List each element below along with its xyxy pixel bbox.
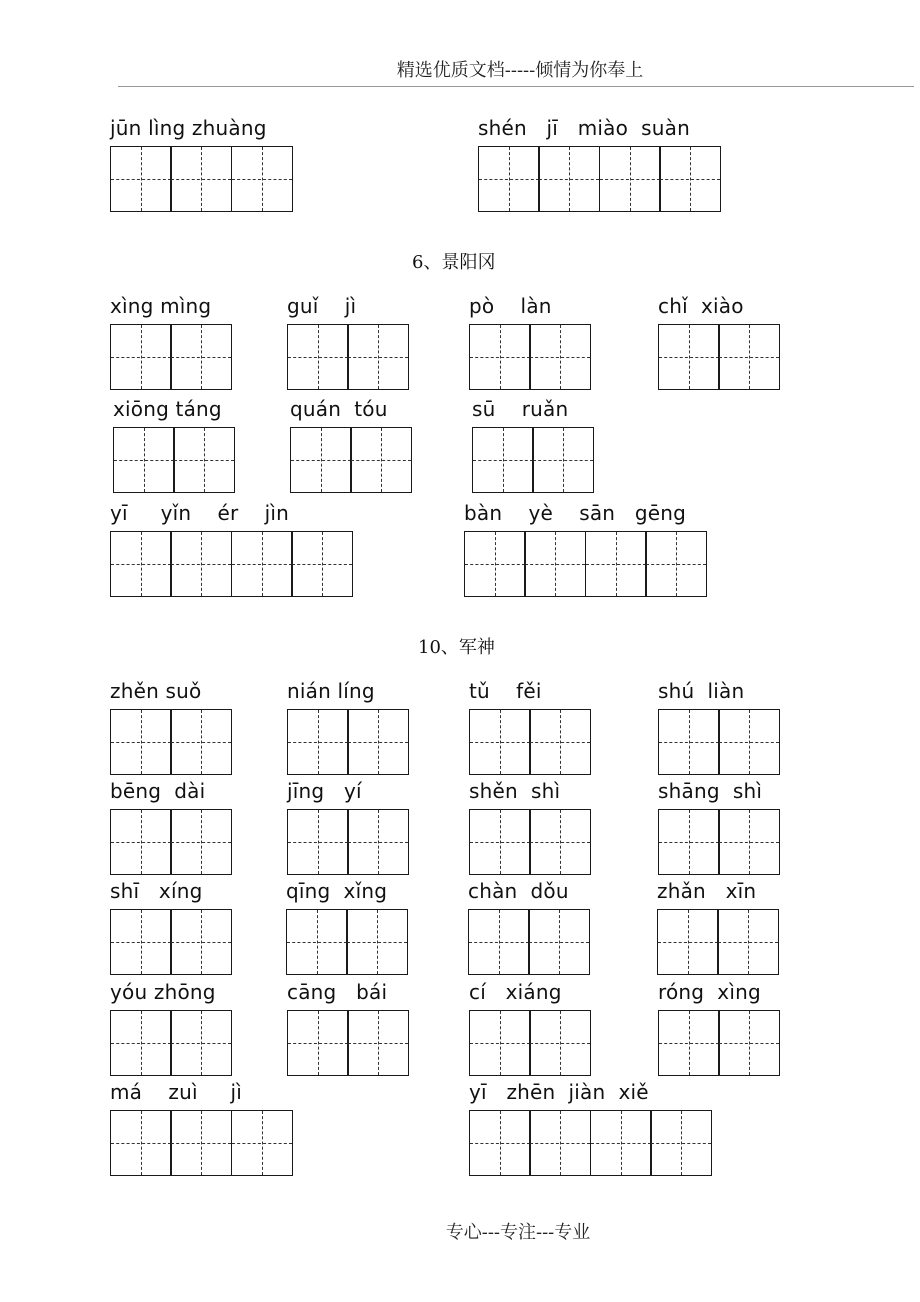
tianzige-row: [658, 709, 779, 775]
tianzige-row: [658, 324, 779, 390]
tianzige-box[interactable]: [658, 324, 720, 390]
tianzige-row: [657, 909, 778, 975]
tianzige-box[interactable]: [529, 809, 591, 875]
pinyin-label: xìng mìng: [110, 294, 212, 318]
pinyin-label: shī xíng: [110, 879, 203, 903]
tianzige-box[interactable]: [529, 1010, 591, 1076]
tianzige-row: [464, 531, 706, 597]
pinyin-label: cāng bái: [287, 980, 388, 1004]
tianzige-row: [469, 1010, 590, 1076]
pinyin-label: shāng shì: [658, 779, 763, 803]
tianzige-box[interactable]: [110, 1110, 172, 1176]
pinyin-label: tǔ fěi: [469, 679, 542, 703]
tianzige-box[interactable]: [469, 709, 531, 775]
tianzige-row: [110, 809, 231, 875]
tianzige-box[interactable]: [286, 909, 348, 975]
tianzige-box[interactable]: [110, 709, 172, 775]
tianzige-box[interactable]: [110, 531, 172, 597]
tianzige-box[interactable]: [590, 1110, 652, 1176]
tianzige-row: [469, 1110, 711, 1176]
tianzige-row: [110, 531, 352, 597]
tianzige-row: [472, 427, 593, 493]
tianzige-box[interactable]: [529, 324, 591, 390]
tianzige-box[interactable]: [585, 531, 647, 597]
tianzige-box[interactable]: [599, 146, 661, 212]
tianzige-box[interactable]: [170, 709, 232, 775]
tianzige-box[interactable]: [717, 909, 779, 975]
tianzige-row: [113, 427, 234, 493]
pinyin-label: shěn shì: [469, 779, 561, 803]
tianzige-box[interactable]: [287, 324, 349, 390]
pinyin-label: yī yǐn ér jìn: [110, 501, 290, 525]
pinyin-label: yóu zhōng: [110, 980, 216, 1004]
tianzige-row: [658, 1010, 779, 1076]
tianzige-box[interactable]: [347, 809, 409, 875]
tianzige-box[interactable]: [532, 427, 594, 493]
tianzige-row: [286, 909, 407, 975]
section-title-jingyanggang: 6、景阳冈: [412, 252, 496, 273]
tianzige-box[interactable]: [468, 909, 530, 975]
tianzige-row: [110, 1010, 231, 1076]
tianzige-row: [468, 909, 589, 975]
tianzige-box[interactable]: [469, 1110, 531, 1176]
tianzige-box[interactable]: [170, 146, 232, 212]
pinyin-label: má zuì jì: [110, 1080, 242, 1104]
pinyin-label: shén jī miào suàn: [478, 116, 691, 140]
tianzige-box[interactable]: [170, 1010, 232, 1076]
tianzige-box[interactable]: [170, 531, 232, 597]
tianzige-row: [110, 909, 231, 975]
tianzige-box[interactable]: [290, 427, 352, 493]
tianzige-row: [478, 146, 720, 212]
tianzige-box[interactable]: [287, 809, 349, 875]
tianzige-box[interactable]: [657, 909, 719, 975]
tianzige-row: [290, 427, 411, 493]
page-header: 精选优质文档-----倾情为你奉上: [396, 60, 644, 81]
tianzige-box[interactable]: [170, 324, 232, 390]
tianzige-box[interactable]: [538, 146, 600, 212]
section-title-junshen: 10、军神: [418, 637, 495, 658]
tianzige-box[interactable]: [113, 427, 175, 493]
tianzige-box[interactable]: [659, 146, 721, 212]
tianzige-box[interactable]: [658, 809, 720, 875]
tianzige-row: [110, 146, 291, 212]
pinyin-label: bēng dài: [110, 779, 206, 803]
tianzige-box[interactable]: [718, 809, 780, 875]
pinyin-label: chàn dǒu: [468, 879, 569, 903]
tianzige-box[interactable]: [231, 531, 293, 597]
tianzige-row: [469, 809, 590, 875]
pinyin-label: jūn lìng zhuàng: [110, 116, 267, 140]
header-divider: [118, 86, 914, 87]
tianzige-row: [287, 809, 408, 875]
tianzige-box[interactable]: [529, 1110, 591, 1176]
tianzige-box[interactable]: [110, 909, 172, 975]
tianzige-row: [658, 809, 779, 875]
pinyin-label: zhǎn xīn: [657, 879, 757, 903]
tianzige-box[interactable]: [110, 809, 172, 875]
pinyin-label: zhěn suǒ: [110, 679, 202, 703]
tianzige-box[interactable]: [529, 709, 591, 775]
tianzige-box[interactable]: [347, 709, 409, 775]
pinyin-label: xiōng táng: [113, 397, 222, 421]
pinyin-label: shú liàn: [658, 679, 745, 703]
tianzige-box[interactable]: [469, 1010, 531, 1076]
tianzige-row: [287, 324, 408, 390]
tianzige-row: [469, 709, 590, 775]
tianzige-box[interactable]: [718, 1010, 780, 1076]
tianzige-box[interactable]: [478, 146, 540, 212]
pinyin-label: nián líng: [287, 679, 375, 703]
pinyin-label: yī zhēn jiàn xiě: [469, 1080, 649, 1104]
tianzige-box[interactable]: [718, 324, 780, 390]
tianzige-box[interactable]: [524, 531, 586, 597]
tianzige-box[interactable]: [173, 427, 235, 493]
tianzige-box[interactable]: [472, 427, 534, 493]
pinyin-label: chǐ xiào: [658, 294, 744, 318]
tianzige-box[interactable]: [170, 1110, 232, 1176]
tianzige-row: [469, 324, 590, 390]
pinyin-label: quán tóu: [290, 397, 388, 421]
page-footer: 专心---专注---专业: [445, 1222, 591, 1243]
tianzige-box[interactable]: [110, 1010, 172, 1076]
tianzige-box[interactable]: [287, 1010, 349, 1076]
tianzige-row: [110, 709, 231, 775]
tianzige-box[interactable]: [650, 1110, 712, 1176]
tianzige-box[interactable]: [350, 427, 412, 493]
pinyin-label: bàn yè sān gēng: [464, 501, 687, 525]
tianzige-box[interactable]: [469, 324, 531, 390]
pinyin-label: pò làn: [469, 294, 552, 318]
tianzige-box[interactable]: [231, 1110, 293, 1176]
tianzige-row: [110, 1110, 291, 1176]
tianzige-box[interactable]: [110, 146, 172, 212]
tianzige-box[interactable]: [231, 146, 293, 212]
tianzige-box[interactable]: [645, 531, 707, 597]
tianzige-box[interactable]: [110, 324, 172, 390]
tianzige-box[interactable]: [287, 709, 349, 775]
tianzige-box[interactable]: [347, 1010, 409, 1076]
tianzige-row: [110, 324, 231, 390]
tianzige-box[interactable]: [170, 909, 232, 975]
tianzige-box[interactable]: [469, 809, 531, 875]
tianzige-row: [287, 709, 408, 775]
tianzige-box[interactable]: [170, 809, 232, 875]
tianzige-box[interactable]: [718, 709, 780, 775]
tianzige-box[interactable]: [658, 1010, 720, 1076]
pinyin-label: guǐ jì: [287, 294, 357, 318]
tianzige-box[interactable]: [464, 531, 526, 597]
tianzige-row: [287, 1010, 408, 1076]
tianzige-box[interactable]: [658, 709, 720, 775]
pinyin-label: jīng yí: [287, 779, 362, 803]
tianzige-box[interactable]: [291, 531, 353, 597]
pinyin-label: qīng xǐng: [286, 879, 388, 903]
pinyin-label: sū ruǎn: [472, 397, 569, 421]
pinyin-label: róng xìng: [658, 980, 761, 1004]
tianzige-box[interactable]: [528, 909, 590, 975]
tianzige-box[interactable]: [346, 909, 408, 975]
pinyin-label: cí xiáng: [469, 980, 562, 1004]
tianzige-box[interactable]: [347, 324, 409, 390]
